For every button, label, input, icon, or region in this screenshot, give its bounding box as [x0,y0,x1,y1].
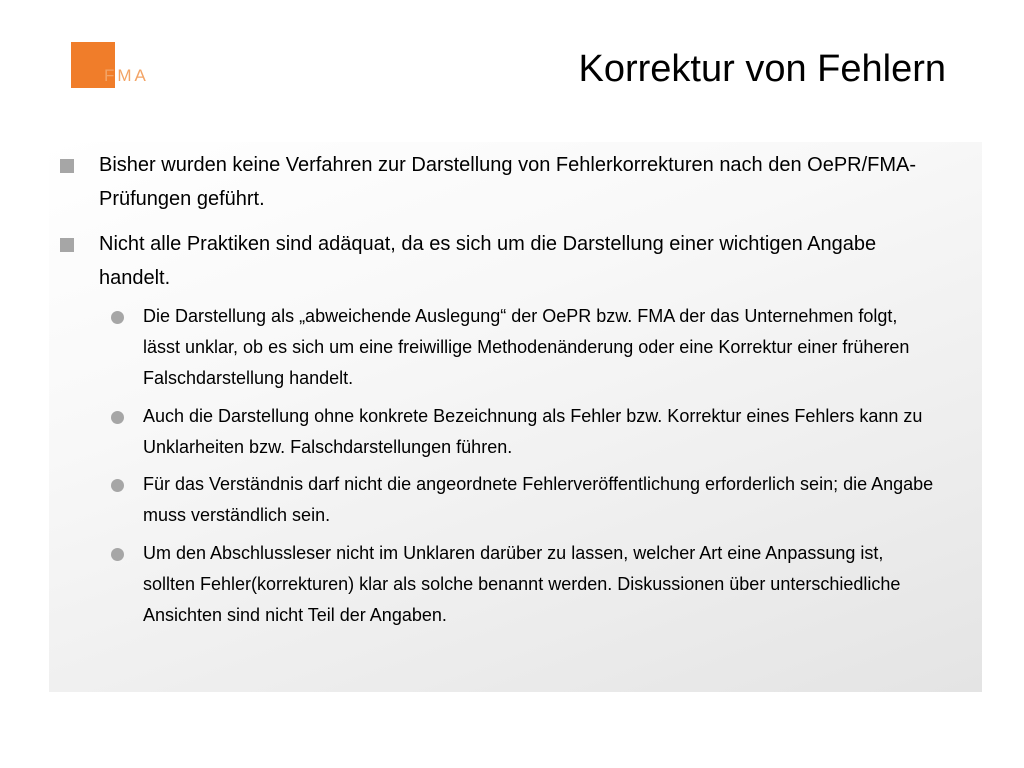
round-bullet-icon [111,548,124,561]
bullet-text: Nicht alle Praktiken sind adäquat, da es sich um die Darstellung einer wichtigen Angabe handelt. [99,233,877,289]
sub-bullet-text: Auch die Darstellung ohne konkrete Bezeichnung als Fehler bzw. Korrektur eines Fehlers kann zu Unklarheiten bzw. Falschdarstellungen führen. [143,406,923,457]
fma-logo [71,42,161,88]
square-bullet-icon [60,238,74,252]
bullet-text: Bisher wurden keine Verfahren zur Darstellung von Fehlerkorrekturen nach den OePR/FMA-Prüfungen geführt. [99,154,917,210]
bullet-item [50,148,930,216]
round-bullet-icon [111,311,124,324]
sub-bullet-text: Für das Verständnis darf nicht die angeordnete Fehlerveröffentlichung erforderlich sein; die Angabe muss verständlich sein. [143,474,934,525]
sub-bullet-text: Die Darstellung als „abweichende Auslegung“ der OePR bzw. FMA der das Unternehmen folgt, lässt unklar, ob es sich um eine freiwillige Methodenänderung oder eine Korrektur einer früheren Falschdarstellung handelt. [143,306,910,388]
sub-bullet-item [96,469,936,531]
logo-text: FMA [104,66,149,85]
bullet-item [50,227,930,295]
square-bullet-icon [60,159,74,173]
sub-bullet-item [96,301,936,394]
sub-bullet-item [96,538,936,631]
slide-title: Korrektur von Fehlern [578,48,946,90]
sub-bullet-item [96,401,936,463]
round-bullet-icon [111,479,124,492]
round-bullet-icon [111,411,124,424]
sub-bullet-text: Um den Abschlussleser nicht im Unklaren darüber zu lassen, welcher Art eine Anpassung ist, sollten Fehler(korrekturen) klar als solche benannt werden. Diskussionen über unterschiedliche Ansichten sind nicht Teil der Angaben. [143,543,901,625]
